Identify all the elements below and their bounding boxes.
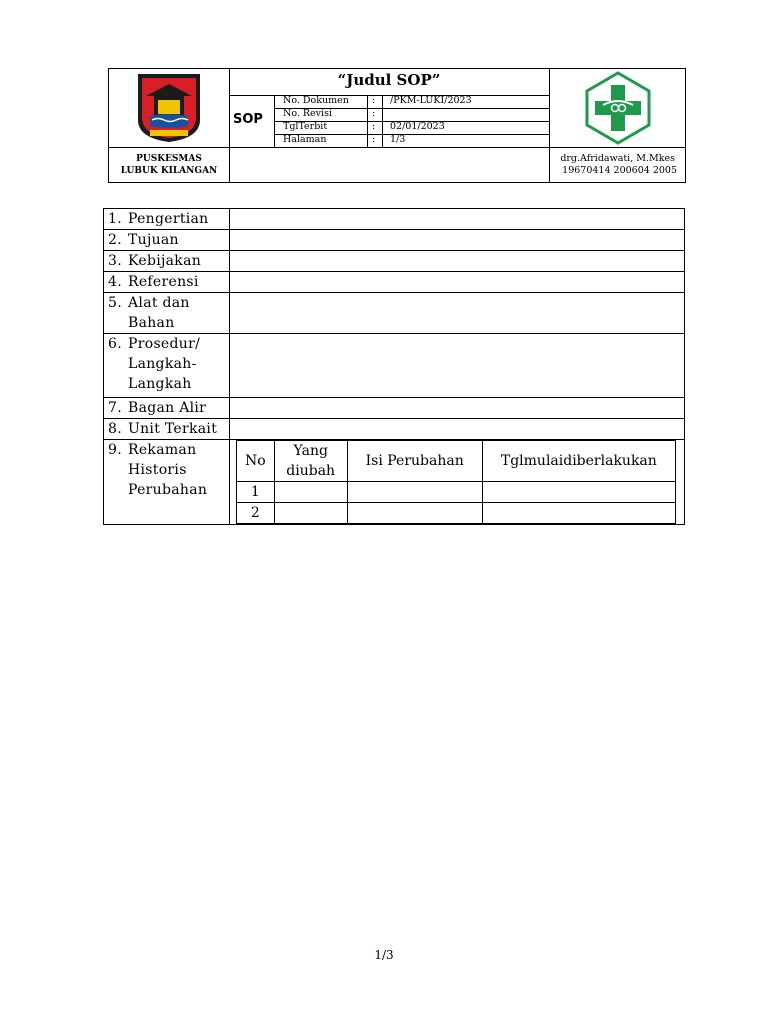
divider [367, 95, 368, 147]
section-number: 5. [108, 295, 122, 311]
section-row [104, 209, 685, 230]
col-header-effective-date: Tglmulaidiberlakukan [482, 441, 675, 482]
padang-city-emblem-logo [136, 72, 202, 144]
revision-label: No. Revisi [283, 108, 332, 119]
divider [109, 147, 685, 148]
section-number: 7. [108, 400, 122, 416]
sop-header [108, 68, 686, 183]
section-number: 2. [108, 232, 122, 248]
history-cell-content[interactable] [347, 503, 482, 524]
signer-name: drg.Afridawati, M.Mkes [560, 153, 675, 164]
section-content[interactable] [230, 419, 685, 440]
section-number: 4. [108, 274, 122, 290]
separator: : [372, 95, 376, 106]
separator: : [372, 134, 376, 145]
doc-number-value: /PKM-LUKI/2023 [390, 95, 472, 106]
section-number: 9. [108, 442, 122, 458]
section-row [104, 293, 685, 334]
col-header-change-content: Isi Perubahan [347, 441, 482, 482]
history-cell-date[interactable] [482, 503, 675, 524]
history-cell [230, 440, 685, 525]
history-cell-changed[interactable] [274, 482, 347, 503]
section-content[interactable] [230, 230, 685, 251]
separator: : [372, 108, 376, 119]
history-cell-changed[interactable] [274, 503, 347, 524]
history-table [236, 440, 676, 524]
section-content[interactable] [230, 293, 685, 334]
col-header-changed: Yang diubah [274, 441, 347, 482]
history-row-number: 1 [237, 482, 275, 503]
section-label: Prosedur/ Langkah-Langkah [128, 336, 201, 392]
history-row [237, 482, 676, 503]
section-row [104, 419, 685, 440]
section-content[interactable] [230, 209, 685, 230]
section-number: 6. [108, 336, 122, 352]
section-number: 8. [108, 421, 122, 437]
section-row [104, 334, 685, 398]
section-content[interactable] [230, 398, 685, 419]
section-label: Referensi [128, 274, 199, 290]
page-value: 1/3 [390, 134, 406, 145]
page-footer-number: 1/3 [374, 948, 394, 962]
history-row [237, 503, 676, 524]
section-row [104, 230, 685, 251]
section-label: Alat dan Bahan [128, 295, 190, 331]
section-label: Kebijakan [128, 253, 202, 269]
doc-number-label: No. Dokumen [283, 95, 349, 106]
section-label: Bagan Alir [128, 400, 207, 416]
institution-name-line1: PUSKESMAS [136, 154, 202, 164]
signer-nip: 19670414 200604 2005 [562, 165, 677, 176]
sop-label: SOP [233, 112, 263, 127]
sop-title: “Judul SOP” [337, 71, 441, 89]
issue-date-label: TglTerbit [283, 121, 328, 132]
section-row [104, 398, 685, 419]
divider [229, 95, 549, 96]
section-row [104, 272, 685, 293]
page-label: Halaman [283, 134, 327, 145]
history-row-number: 2 [237, 503, 275, 524]
issue-date-value: 02/01/2023 [390, 121, 445, 132]
history-cell-content[interactable] [347, 482, 482, 503]
section-row [104, 251, 685, 272]
separator: : [372, 121, 376, 132]
sop-sections-table [103, 208, 685, 525]
divider [382, 95, 383, 147]
section-label: Rekaman Historis Perubahan [128, 442, 208, 498]
institution-name-line2: LUBUK KILANGAN [120, 166, 218, 176]
section-label: Tujuan [128, 232, 179, 248]
col-header-no: No [237, 441, 275, 482]
section-number: 3. [108, 253, 122, 269]
section-label: Unit Terkait [128, 421, 218, 437]
history-cell-date[interactable] [482, 482, 675, 503]
section-number: 1. [108, 211, 122, 227]
section-row [104, 440, 685, 525]
section-content[interactable] [230, 251, 685, 272]
section-label: Pengertian [128, 211, 209, 227]
section-content[interactable] [230, 272, 685, 293]
puskesmas-logo [583, 71, 653, 145]
section-content[interactable] [230, 334, 685, 398]
history-header-row [237, 441, 676, 482]
